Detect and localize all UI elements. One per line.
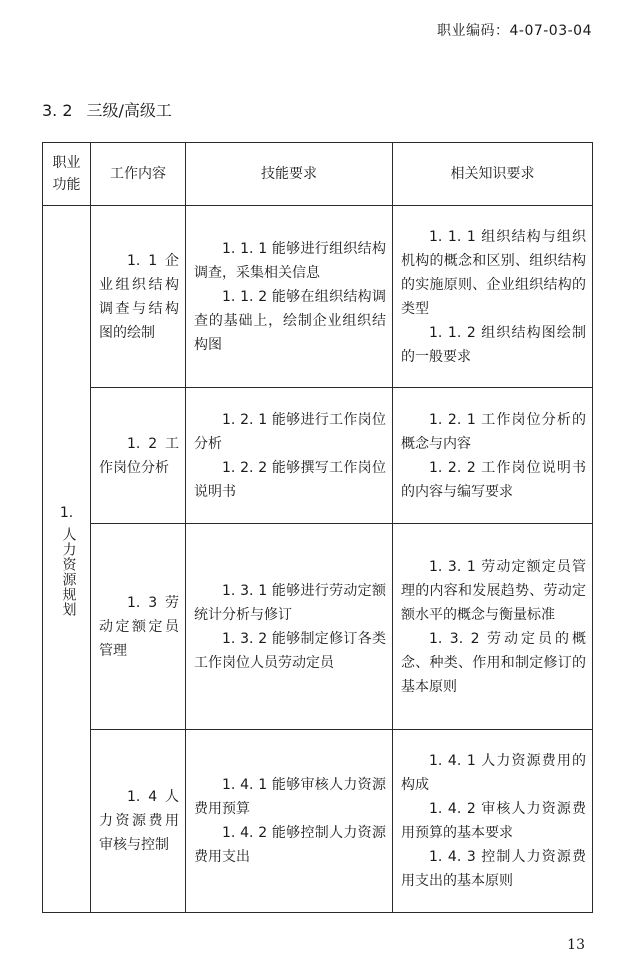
- knowledge-cell: [393, 524, 593, 730]
- function-cell: [43, 206, 91, 913]
- skill-item: 1. 2. 1 能够进行工作岗位分析: [194, 411, 386, 452]
- knowledge-item: 1. 4. 1 人力资源费用的构成: [401, 753, 586, 793]
- table-row: [43, 206, 593, 388]
- knowledge-item: 1. 2. 1 工作岗位分析的概念与内容: [401, 411, 586, 452]
- knowledge-cell: [393, 730, 593, 913]
- skill-standard-table: [42, 142, 593, 913]
- header-skill-requirements: 技能要求: [186, 143, 393, 206]
- work-content-cell: [91, 388, 186, 524]
- skill-item: 1. 3. 2 能够制定修订各类工作岗位人员劳动定员: [194, 630, 386, 671]
- skills-cell: [186, 206, 393, 388]
- header-knowledge-requirements: 相关知识要求: [393, 143, 593, 206]
- work-content-cell: [91, 206, 186, 388]
- skills-cell: [186, 730, 393, 913]
- table-row: [43, 388, 593, 524]
- function-number: 1.: [59, 505, 74, 521]
- section-heading: [42, 98, 172, 121]
- table-header-row: [43, 143, 593, 206]
- knowledge-item: 1. 4. 3 控制人力资源费用支出的基本原则: [401, 849, 586, 889]
- knowledge-item: 1. 3. 2 劳动定员的概念、种类、作用和制定修订的基本原则: [401, 630, 586, 695]
- skill-item: 1. 4. 1 能够审核人力资源费用预算: [194, 777, 386, 817]
- skill-item: 1. 1. 2 能够在组织结构调查的基础上，绘制企业组织结构图: [194, 288, 386, 353]
- skills-cell: [186, 388, 393, 524]
- work-content-text: 1. 3 劳动定额定员管理: [99, 594, 179, 659]
- skill-item: 1. 2. 2 能够撰写工作岗位说明书: [194, 459, 386, 500]
- work-content-cell: [91, 524, 186, 730]
- occupation-code: 职业编码：4-07-03-04: [436, 23, 592, 39]
- header-function: 职业 功能: [43, 143, 91, 206]
- work-content-text: 1. 2 工作岗位分析: [99, 435, 179, 476]
- table-row: [43, 730, 593, 913]
- skill-item: 1. 3. 1 能够进行劳动定额统计分析与修订: [194, 582, 386, 623]
- knowledge-cell: [393, 388, 593, 524]
- knowledge-item: 1. 1. 1 组织结构与组织机构的概念和区别、组织结构的实施原则、企业组织结构的类型: [401, 228, 586, 317]
- work-content-cell: [91, 730, 186, 913]
- table-row: [43, 524, 593, 730]
- section-number: 3. 2: [42, 101, 73, 120]
- skill-item: 1. 4. 2 能够控制人力资源费用支出: [194, 825, 386, 865]
- knowledge-item: 1. 4. 2 审核人力资源费用预算的基本要求: [401, 801, 586, 841]
- function-name: 人力资源规划: [60, 527, 77, 617]
- knowledge-cell: [393, 206, 593, 388]
- work-content-text: 1. 4 人力资源费用审核与控制: [99, 789, 179, 853]
- page-number: 13: [567, 937, 585, 953]
- knowledge-item: 1. 2. 2 工作岗位说明书的内容与编写要求: [401, 459, 586, 500]
- skill-item: 1. 1. 1 能够进行组织结构调查，采集相关信息: [194, 240, 386, 281]
- knowledge-item: 1. 3. 1 劳动定额定员管理的内容和发展趋势、劳动定额水平的概念与衡量标准: [401, 558, 586, 623]
- knowledge-item: 1. 1. 2 组织结构图绘制的一般要求: [401, 324, 586, 365]
- skills-cell: [186, 524, 393, 730]
- header-work-content: 工作内容: [91, 143, 186, 206]
- section-title-text: 三级/高级工: [86, 101, 172, 120]
- work-content-text: 1. 1 企业组织结构调查与结构图的绘制: [99, 252, 179, 341]
